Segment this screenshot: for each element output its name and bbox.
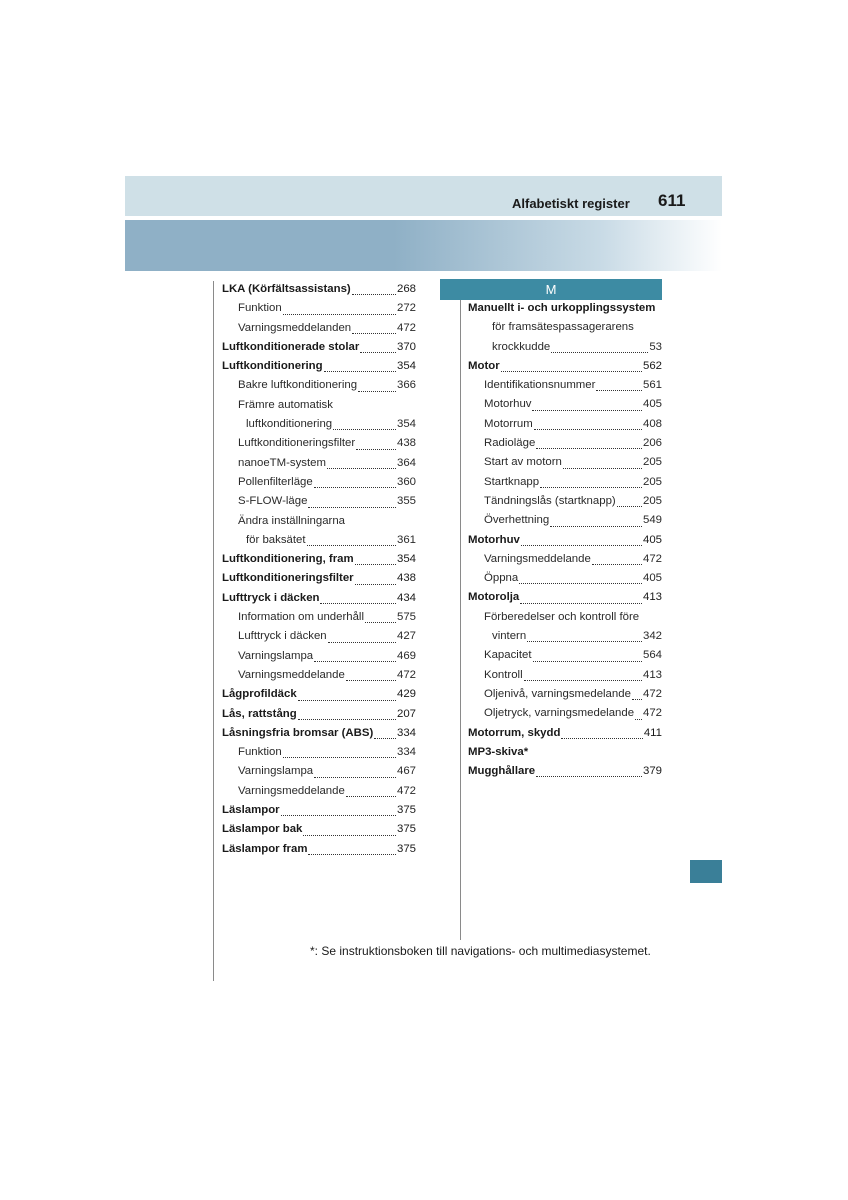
index-entry	[222, 589, 416, 608]
dot-leader	[298, 699, 396, 701]
left-margin-rule	[213, 281, 214, 981]
dot-leader	[281, 814, 396, 816]
index-entry	[468, 511, 662, 530]
header-band	[125, 220, 722, 271]
index-entry	[222, 376, 416, 395]
index-entry-label: S-FLOW-läge	[238, 495, 308, 508]
index-entry-page: 207	[396, 707, 416, 720]
index-entry-page: 334	[396, 726, 416, 739]
index-entry-label: LKA (Körfältsassistans)	[222, 283, 351, 295]
dot-leader	[320, 602, 396, 604]
index-entry-label: Oljetryck, varningsmedelande	[484, 707, 635, 720]
index-entry-page: 561	[642, 379, 662, 392]
dot-leader	[617, 505, 642, 507]
dot-leader	[298, 718, 396, 720]
index-entry-label: Kapacitet	[484, 649, 532, 662]
dot-leader	[374, 737, 396, 739]
dot-leader	[352, 332, 396, 334]
dot-leader	[352, 293, 396, 295]
dot-leader	[561, 737, 642, 739]
index-entry-page: 411	[643, 726, 662, 739]
dot-leader	[360, 351, 396, 353]
index-entry-page: 366	[396, 379, 416, 392]
dot-leader	[333, 428, 396, 430]
index-entry	[222, 434, 416, 453]
index-entry	[468, 569, 662, 588]
index-entry	[468, 376, 662, 395]
index-entry-label: Läslampor bak	[222, 823, 303, 836]
dot-leader	[521, 544, 642, 546]
dot-leader	[551, 351, 648, 353]
index-entry-page: 562	[642, 359, 662, 372]
index-entry-page: 53	[649, 340, 662, 353]
index-entry-label: Lufttryck i däcken	[238, 630, 327, 643]
index-entry	[222, 705, 416, 724]
index-entry	[468, 357, 662, 376]
dot-leader	[533, 660, 642, 662]
index-entry-label: Funktion	[238, 302, 282, 315]
page-number: 611	[658, 191, 686, 210]
index-entry-page: 370	[396, 340, 416, 353]
index-entry	[222, 608, 416, 627]
dot-leader	[346, 795, 396, 797]
index-entry-label: nanoeTM-system	[238, 456, 326, 469]
dot-leader	[635, 718, 642, 720]
index-entry	[222, 473, 416, 492]
dot-leader	[536, 447, 642, 449]
index-entry-label: Ändra inställningarna	[238, 514, 346, 527]
index-entry	[468, 473, 662, 492]
index-entry-page: 375	[396, 842, 416, 855]
index-column-right	[468, 299, 662, 781]
index-entry-page: 342	[642, 630, 662, 643]
dot-leader	[550, 525, 642, 527]
index-entry-page: 405	[642, 533, 662, 546]
dot-leader	[314, 660, 396, 662]
header-title: Alfabetiskt register	[512, 196, 630, 211]
index-entry	[468, 531, 662, 550]
index-entry-label: Oljenivå, varningsmedelande	[484, 687, 631, 700]
dot-leader	[540, 486, 642, 488]
index-entry-label: Startknapp	[484, 475, 540, 488]
index-entry-page: 361	[396, 533, 416, 546]
index-entry-label: Motor	[468, 359, 500, 372]
index-entry	[468, 318, 662, 337]
index-entry-label: Varningslampa	[238, 649, 314, 662]
index-entry-label: Motorolja	[468, 591, 520, 604]
index-entry-label: för framsätespassagerarens	[492, 321, 634, 334]
index-entry-page: 375	[396, 804, 416, 817]
dot-leader	[592, 563, 642, 565]
index-entry-page: 472	[642, 687, 662, 700]
index-entry-page: 354	[396, 360, 416, 373]
index-entry	[222, 647, 416, 666]
index-entry-label: Luftkonditioneringsfilter	[222, 572, 354, 585]
index-entry-label: Luftkonditioneringsfilter	[238, 437, 356, 450]
index-entry-label: Främre automatisk	[238, 398, 333, 411]
dot-leader	[283, 313, 396, 315]
index-entry-page: 355	[396, 495, 416, 508]
index-entry-page: 472	[642, 552, 662, 565]
index-entry	[222, 338, 416, 357]
dot-leader	[501, 370, 642, 372]
dot-leader	[632, 698, 642, 700]
index-entry-page: 413	[642, 591, 662, 604]
dot-leader	[346, 679, 396, 681]
index-entry-page: 564	[642, 649, 662, 662]
index-entry	[222, 531, 416, 550]
index-entry	[222, 512, 416, 531]
index-entry	[222, 550, 416, 569]
dot-leader	[358, 390, 396, 392]
dot-leader	[563, 467, 642, 469]
index-entry-page: 405	[642, 572, 662, 585]
index-entry	[222, 762, 416, 781]
index-entry-page: 408	[642, 417, 662, 430]
index-entry-page: 360	[396, 475, 416, 488]
dot-leader	[532, 409, 642, 411]
index-entry-label: Låsningsfria bromsar (ABS)	[222, 726, 374, 739]
index-entry-label: Varningsmeddelande	[238, 784, 345, 797]
index-entry	[222, 724, 416, 743]
index-entry	[468, 395, 662, 414]
index-entry-label: Tändningslås (startknapp)	[484, 494, 616, 507]
index-entry-page: 472	[642, 707, 662, 720]
index-entry-page: 472	[396, 321, 416, 334]
dot-leader	[534, 428, 642, 430]
index-entry-label: Läslampor	[222, 804, 280, 817]
index-entry-page: 205	[642, 494, 662, 507]
section-letter-bar: M	[440, 279, 662, 300]
header-bar	[125, 176, 722, 216]
index-entry-label: Varningslampa	[238, 765, 314, 778]
index-entry-label: Lågprofildäck	[222, 688, 297, 701]
dot-leader	[324, 370, 396, 372]
index-entry-page: 268	[396, 283, 416, 295]
index-entry-label: Förberedelser och kontroll före	[484, 610, 640, 623]
index-entry-page: 354	[396, 553, 416, 566]
index-entry-label: Motorhuv	[484, 398, 532, 411]
dot-leader	[520, 602, 642, 604]
index-entry	[222, 820, 416, 839]
index-entry	[468, 724, 662, 743]
index-entry-label: Pollenfilterläge	[238, 475, 313, 488]
index-entry-label: Kontroll	[484, 668, 523, 681]
index-entry	[468, 743, 662, 762]
index-entry	[222, 782, 416, 801]
index-entry-page: 272	[396, 302, 416, 315]
index-entry-label: vintern	[492, 630, 527, 643]
index-entry-page: 575	[396, 611, 416, 624]
dot-leader	[527, 640, 642, 642]
index-entry-label: Varningsmeddelanden	[238, 321, 352, 334]
index-entry-page: 379	[642, 765, 662, 778]
dot-leader	[328, 641, 396, 643]
index-entry-label: Identifikationsnummer	[484, 379, 596, 392]
footnote: *: Se instruktionsboken till navigations- och multimediasystemet.	[310, 944, 651, 958]
index-entry-label: Funktion	[238, 746, 282, 759]
index-entry-label: krockkudde	[492, 340, 551, 353]
index-column-left	[222, 280, 416, 859]
dot-leader	[355, 583, 396, 585]
dot-leader	[596, 389, 642, 391]
index-entry	[468, 338, 662, 357]
index-entry-label: Luftkonditionering	[222, 360, 323, 373]
dot-leader	[519, 582, 642, 584]
index-entry-page: 334	[396, 746, 416, 759]
index-entry-page: 429	[396, 688, 416, 701]
index-entry	[222, 299, 416, 318]
index-entry-page: 438	[396, 437, 416, 450]
column-divider	[460, 300, 461, 940]
index-entry	[468, 666, 662, 685]
index-entry-label: Bakre luftkonditionering	[238, 379, 358, 392]
index-entry-page: 364	[396, 456, 416, 469]
index-entry-page: 205	[642, 456, 662, 469]
index-entry-page: 427	[396, 630, 416, 643]
index-entry	[468, 685, 662, 704]
index-entry-label: Lås, rattstång	[222, 707, 297, 720]
index-entry	[468, 492, 662, 511]
dot-leader	[327, 467, 396, 469]
index-entry-label: Motorrum, skydd	[468, 726, 561, 739]
index-entry	[468, 588, 662, 607]
index-entry-label: MP3-skiva*	[468, 745, 529, 758]
index-entry-page: 469	[396, 649, 416, 662]
index-entry-page: 438	[396, 572, 416, 585]
index-entry	[222, 743, 416, 762]
dot-leader	[307, 544, 396, 546]
dot-leader	[308, 853, 396, 855]
index-entry	[468, 299, 662, 318]
index-entry-label: Lufttryck i däcken	[222, 591, 320, 604]
index-entry-page: 434	[396, 591, 416, 604]
index-entry	[222, 319, 416, 338]
index-entry-label: Start av motorn	[484, 456, 562, 469]
index-entry	[222, 801, 416, 820]
dot-leader	[314, 776, 396, 778]
index-entry-page: 472	[396, 784, 416, 797]
dot-leader	[303, 834, 396, 836]
index-entry	[222, 666, 416, 685]
chapter-tab	[690, 860, 722, 883]
index-entry-label: Luftkonditionering, fram	[222, 553, 354, 566]
dot-leader	[283, 756, 396, 758]
index-entry-label: luftkonditionering	[246, 418, 333, 431]
index-entry-page: 206	[642, 437, 662, 450]
dot-leader	[355, 563, 396, 565]
index-entry-page: 413	[642, 668, 662, 681]
index-entry	[468, 762, 662, 781]
index-entry	[468, 704, 662, 723]
index-entry	[468, 550, 662, 569]
index-entry-page: 354	[396, 418, 416, 431]
index-entry-label: Öppna	[484, 572, 519, 585]
index-entry	[222, 840, 416, 859]
dot-leader	[524, 679, 642, 681]
dot-leader	[356, 448, 396, 450]
index-entry	[222, 396, 416, 415]
index-entry	[222, 627, 416, 646]
index-entry-label: Motorhuv	[468, 533, 520, 546]
index-entry	[222, 415, 416, 434]
index-entry-page: 375	[396, 823, 416, 836]
index-entry	[222, 569, 416, 588]
index-entry	[468, 627, 662, 646]
dot-leader	[314, 486, 396, 488]
index-entry-label: Läslampor fram	[222, 842, 308, 855]
dot-leader	[536, 775, 642, 777]
index-entry-label: Varningsmeddelande	[484, 552, 591, 565]
index-entry	[468, 646, 662, 665]
index-entry-page: 205	[642, 475, 662, 488]
index-entry-page: 549	[642, 514, 662, 527]
index-entry-page: 472	[396, 668, 416, 681]
index-entry	[468, 415, 662, 434]
index-entry-label: Överhettning	[484, 514, 550, 527]
index-entry	[222, 454, 416, 473]
index-entry-page: 405	[642, 398, 662, 411]
index-entry-label: Varningsmeddelande	[238, 668, 345, 681]
index-entry	[468, 453, 662, 472]
index-entry	[468, 608, 662, 627]
dot-leader	[365, 621, 396, 623]
dot-leader	[308, 506, 396, 508]
index-entry-label: Manuellt i- och urkopplingssystem	[468, 302, 656, 314]
index-entry-label: Radioläge	[484, 437, 536, 450]
index-entry	[222, 492, 416, 511]
index-entry-label: för baksätet	[246, 533, 306, 546]
index-entry-label: Mugghållare	[468, 765, 536, 778]
index-entry-label: Motorrum	[484, 417, 533, 430]
index-entry	[222, 280, 416, 299]
index-entry	[222, 685, 416, 704]
index-entry-label: Information om underhåll	[238, 611, 364, 624]
index-entry	[222, 357, 416, 376]
index-entry-page: 467	[396, 765, 416, 778]
index-entry-label: Luftkonditionerade stolar	[222, 340, 360, 353]
index-entry	[468, 434, 662, 453]
